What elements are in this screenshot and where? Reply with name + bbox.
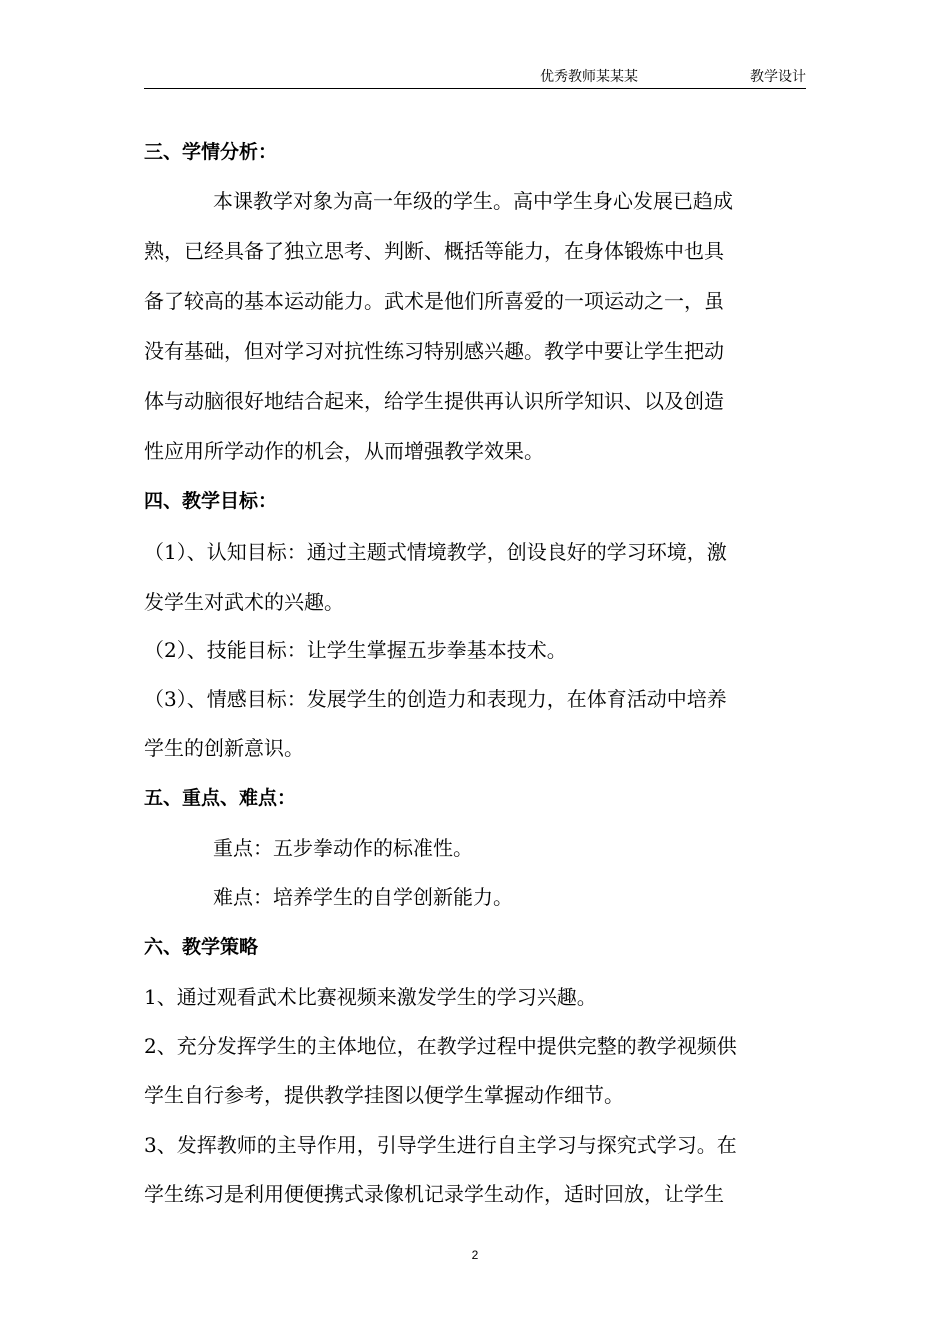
section-heading-student-analysis: 三、学情分析： — [144, 141, 278, 163]
paragraph-line: 没有基础，但对学习对抗性练习特别感兴趣。教学中要让学生把动 — [144, 339, 724, 363]
objective-line: （1）、认知目标：通过主题式情境教学，创设良好的学习环境，激 — [144, 540, 727, 564]
strategy-line: 学生练习是利用便便携式录像机记录学生动作，适时回放，让学生 — [144, 1182, 724, 1206]
objective-line: （3）、情感目标：发展学生的创造力和表现力，在体育活动中培养 — [144, 687, 727, 711]
objective-line: （2）、技能目标：让学生掌握五步拳基本技术。 — [144, 638, 567, 662]
header-doc-type: 教学设计 — [750, 69, 806, 85]
paragraph-line: 熟，已经具备了独立思考、判断、概括等能力，在身体锻炼中也具 — [144, 239, 724, 263]
section-heading-teaching-strategy: 六、教学策略 — [144, 936, 259, 958]
paragraph-line: 性应用所学动作的机会，从而增强教学效果。 — [144, 439, 544, 463]
objective-line: 发学生对武术的兴趣。 — [144, 590, 344, 614]
paragraph-line: 本课教学对象为高一年级的学生。高中学生身心发展已趋成 — [213, 189, 733, 213]
page-header — [144, 66, 806, 89]
strategy-line: 2、充分发挥学生的主体地位，在教学过程中提供完整的教学视频供 — [144, 1034, 737, 1058]
page-number: 2 — [471, 1248, 479, 1262]
section-heading-teaching-objectives: 四、教学目标： — [144, 490, 278, 512]
objective-line: 学生的创新意识。 — [144, 736, 304, 760]
key-point-line: 重点：五步拳动作的标准性。 — [213, 836, 473, 860]
header-author: 优秀教师某某某 — [540, 69, 638, 85]
paragraph-line: 体与动脑很好地结合起来，给学生提供再认识所学知识、以及创造 — [144, 389, 724, 413]
difficulty-line: 难点：培养学生的自学创新能力。 — [213, 885, 513, 909]
strategy-line: 学生自行参考，提供教学挂图以便学生掌握动作细节。 — [144, 1083, 624, 1107]
strategy-line: 3、发挥教师的主导作用，引导学生进行自主学习与探究式学习。在 — [144, 1133, 737, 1157]
paragraph-line: 备了较高的基本运动能力。武术是他们所喜爱的一项运动之一，虽 — [144, 289, 724, 313]
section-heading-key-difficult-points: 五、重点、难点： — [144, 787, 297, 809]
strategy-line: 1、通过观看武术比赛视频来激发学生的学习兴趣。 — [144, 985, 597, 1009]
